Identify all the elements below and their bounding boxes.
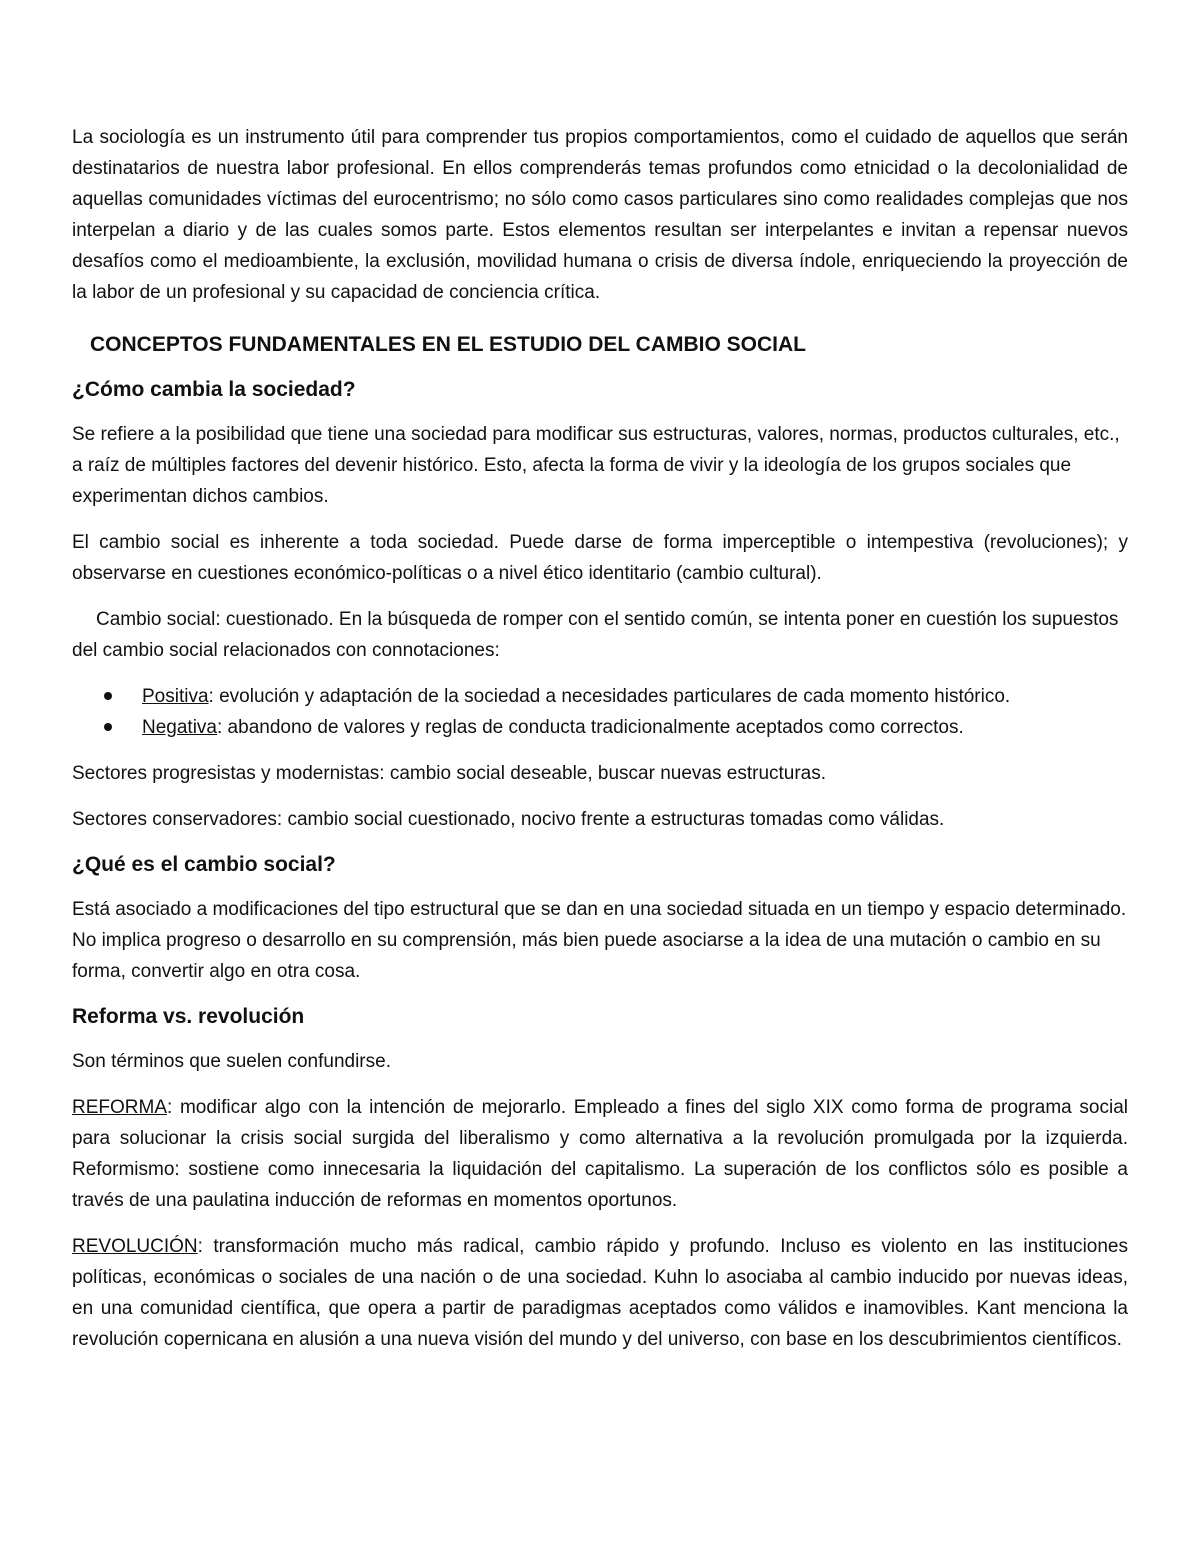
paragraph-progresistas: Sectores progresistas y modernistas: cambio social deseable, buscar nuevas estructuras.	[72, 763, 827, 784]
bullet-icon	[104, 692, 112, 700]
section-heading-que-es: ¿Qué es el cambio social?	[72, 853, 336, 876]
paragraph-confundirse: Son términos que suelen confundirse.	[72, 1051, 391, 1072]
list-item-negativa	[104, 712, 1128, 743]
term-negativa: Negativa	[142, 717, 217, 738]
paragraph-asociado: Está asociado a modificaciones del tipo estructural que se dan en una sociedad situada en un tiempo y espacio determinado. No implica progreso o desarrollo en su comprensión, más bien puede asociarse a la idea de una mutación o cambio en su forma, convertir algo en otra cosa.	[72, 899, 1127, 982]
term-positiva: Positiva	[142, 686, 209, 707]
paragraph-definicion: Se refiere a la posibilidad que tiene una sociedad para modificar sus estructuras, valores, normas, productos culturales, etc., a raíz de múltiples factores del devenir histórico. Esto, afecta la forma de vivir y la ideología de los grupos sociales que experimentan dichos cambios.	[72, 424, 1120, 507]
connotations-list	[72, 681, 1128, 743]
paragraph-revolucion	[72, 1231, 1128, 1355]
text-negativa: : abandono de valores y reglas de conducta tradicionalmente aceptados como correctos.	[217, 717, 964, 738]
main-heading: CONCEPTOS FUNDAMENTALES EN EL ESTUDIO DEL CAMBIO SOCIAL	[90, 333, 806, 356]
term-revolucion: REVOLUCIÓN	[72, 1236, 198, 1257]
list-item-positiva	[104, 681, 1128, 712]
paragraph-reforma	[72, 1092, 1128, 1216]
paragraph-cuestionado: Cambio social: cuestionado. En la búsqueda de romper con el sentido común, se intenta poner en cuestión los supuestos del cambio social relacionados con connotaciones:	[72, 609, 1119, 661]
intro-paragraph: La sociología es un instrumento útil para comprender tus propios comportamientos, como el cuidado de aquellos que serán destinatarios de nuestra labor profesional. En ellos comprenderás temas profundos como etnicidad o la decolonialidad de aquellas comunidades víctimas del eurocentrismo; no sólo como casos particulares sino como realidades complejas que nos interpelan a diario y de las cuales somos parte. Estos elementos resultan ser interpelantes e invitan a repensar nuevos desafíos como el medioambiente, la exclusión, movilidad humana o crisis de diversa índole, enriqueciendo la proyección de la labor de un profesional y su capacidad de conciencia crítica.	[72, 127, 1128, 303]
text-reforma: : modificar algo con la intención de mejorarlo. Empleado a fines del siglo XIX como forma de programa social para solucionar la crisis social surgida del liberalismo y como alternativa a la revolución promulgada por la izquierda. Reformismo: sostiene como innecesaria la liquidación del capitalismo. La superación de los conflictos sólo es posible a través de una paulatina inducción de reformas en momentos oportunos.	[72, 1097, 1128, 1211]
text-positiva: : evolución y adaptación de la sociedad a necesidades particulares de cada momento histórico.	[208, 686, 1011, 707]
paragraph-conservadores: Sectores conservadores: cambio social cuestionado, nocivo frente a estructuras tomadas como válidas.	[72, 809, 945, 830]
paragraph-inherente: El cambio social es inherente a toda sociedad. Puede darse de forma imperceptible o intempestiva (revoluciones); y observarse en cuestiones económico-políticas o a nivel ético identitario (cambio cultural).	[72, 532, 1128, 584]
text-revolucion: : transformación mucho más radical, cambio rápido y profundo. Incluso es violento en las instituciones políticas, económicas o sociales de una nación o de una sociedad. Kuhn lo asociaba al cambio inducido por nuevas ideas, en una comunidad científica, que opera a partir de paradigmas aceptados como válidos e inamovibles. Kant menciona la revolución copernicana en alusión a una nueva visión del mundo y del universo, con base en los descubrimientos científicos.	[72, 1236, 1128, 1350]
section-heading-reforma-revolucion: Reforma vs. revolución	[72, 1005, 305, 1028]
section-heading-como-cambia: ¿Cómo cambia la sociedad?	[72, 378, 356, 401]
bullet-icon	[104, 723, 112, 731]
term-reforma: REFORMA	[72, 1097, 167, 1118]
